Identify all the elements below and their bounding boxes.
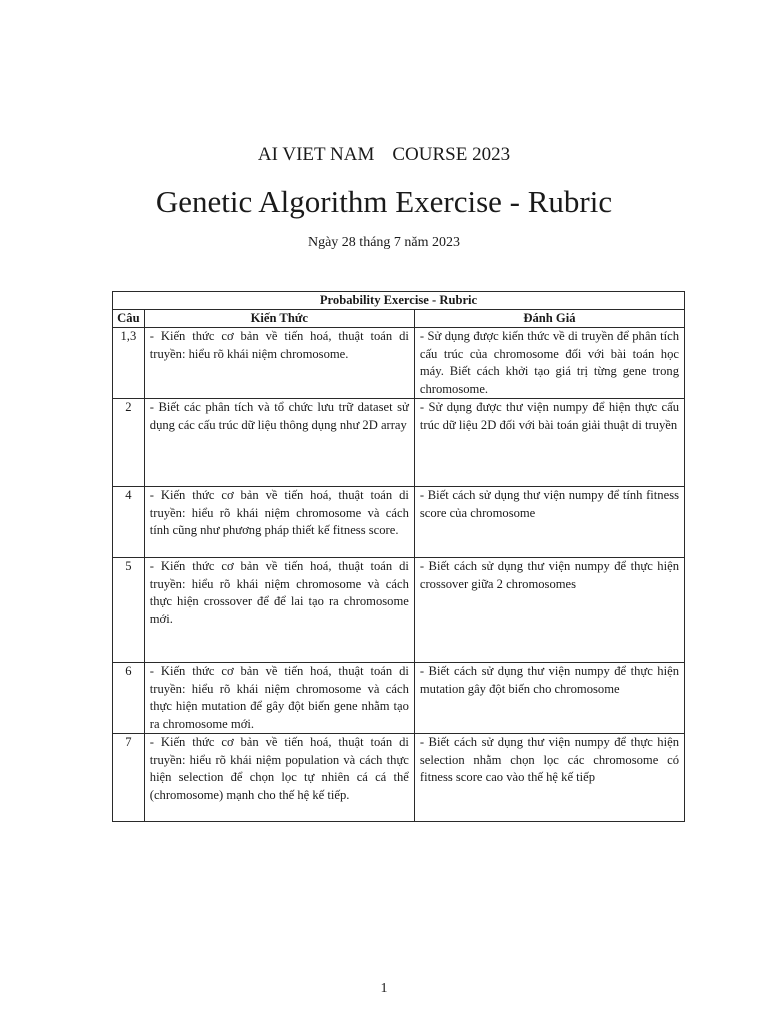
evaluation-cell: - Biết cách sử dụng thư viện numpy để tính fitness score của chromosome [414,487,684,558]
knowledge-cell: - Kiến thức cơ bản về tiến hoá, thuật toán di truyền: hiểu rõ khái niệm chromosome và cách thực hiện crossover để để lai tạo ra chromosome mới. [144,558,414,663]
course-name: COURSE 2023 [392,144,511,165]
table-row [113,558,685,663]
knowledge-cell: - Kiến thức cơ bản về tiến hoá, thuật toán di truyền: hiểu rõ khái niệm chromosome. [144,328,414,399]
question-cell: 4 [113,487,145,558]
evaluation-cell: - Biết cách sử dụng thư viện numpy để thực hiện selection nhằm chọn lọc các chromosome có fitness score cao vào thế hệ kế tiếp [414,734,684,822]
evaluation-cell: - Biết cách sử dụng thư viện numpy để thực hiện crossover giữa 2 chromosomes [414,558,684,663]
table-header-row [113,310,685,328]
table-caption-row [113,292,685,310]
column-header-knowledge: Kiến Thức [144,310,414,328]
question-cell: 2 [113,399,145,487]
table-row [113,399,685,487]
evaluation-cell: - Sử dụng được thư viện numpy để hiện thực cấu trúc dữ liệu 2D đối với bài toán giải thuật di truyền [414,399,684,487]
page-number: 1 [380,981,388,996]
question-cell: 5 [113,558,145,663]
evaluation-cell: - Sử dụng được kiến thức về di truyền để phân tích cấu trúc của chromosome đối với bài toán học máy. Biết cách khởi tạo giá trị từng gene trong chromosome. [414,328,684,399]
evaluation-cell: - Biết cách sử dụng thư viện numpy để thực hiện mutation gây đột biến cho chromosome [414,663,684,734]
question-cell: 6 [113,663,145,734]
question-cell: 7 [113,734,145,822]
question-cell: 1,3 [113,328,145,399]
table-row [113,487,685,558]
knowledge-cell: - Kiến thức cơ bản về tiến hoá, thuật toán di truyền: hiểu rõ khái niệm chromosome và cách tính cũng như phương pháp thiết kế fitness score. [144,487,414,558]
document-date: Ngày 28 tháng 7 năm 2023 [307,235,461,250]
table-row [113,328,685,399]
knowledge-cell: - Biết các phân tích và tổ chức lưu trữ dataset sử dụng các cấu trúc dữ liệu thông dụng như 2D array [144,399,414,487]
table-row [113,734,685,822]
org-name: AI VIET NAM [257,144,375,165]
course-header [0,144,768,166]
rubric-table [112,291,685,822]
document-title: Genetic Algorithm Exercise - Rubric [155,184,613,219]
table-caption: Probability Exercise - Rubric [113,292,685,310]
knowledge-cell: - Kiến thức cơ bản về tiến hoá, thuật toán di truyền: hiểu rõ khái niệm population và cách thực hiện selection để chọn lọc tự nhiên cá cá thể (chromosome) mạnh cho thế hệ kế tiếp. [144,734,414,822]
table-row [113,663,685,734]
knowledge-cell: - Kiến thức cơ bản về tiến hoá, thuật toán di truyền: hiểu rõ khái niệm chromosome và cách thực hiện mutation để gây đột biến gene nhằm tạo ra chromosome mới. [144,663,414,734]
column-header-question: Câu [113,310,145,328]
column-header-evaluation: Đánh Giá [414,310,684,328]
